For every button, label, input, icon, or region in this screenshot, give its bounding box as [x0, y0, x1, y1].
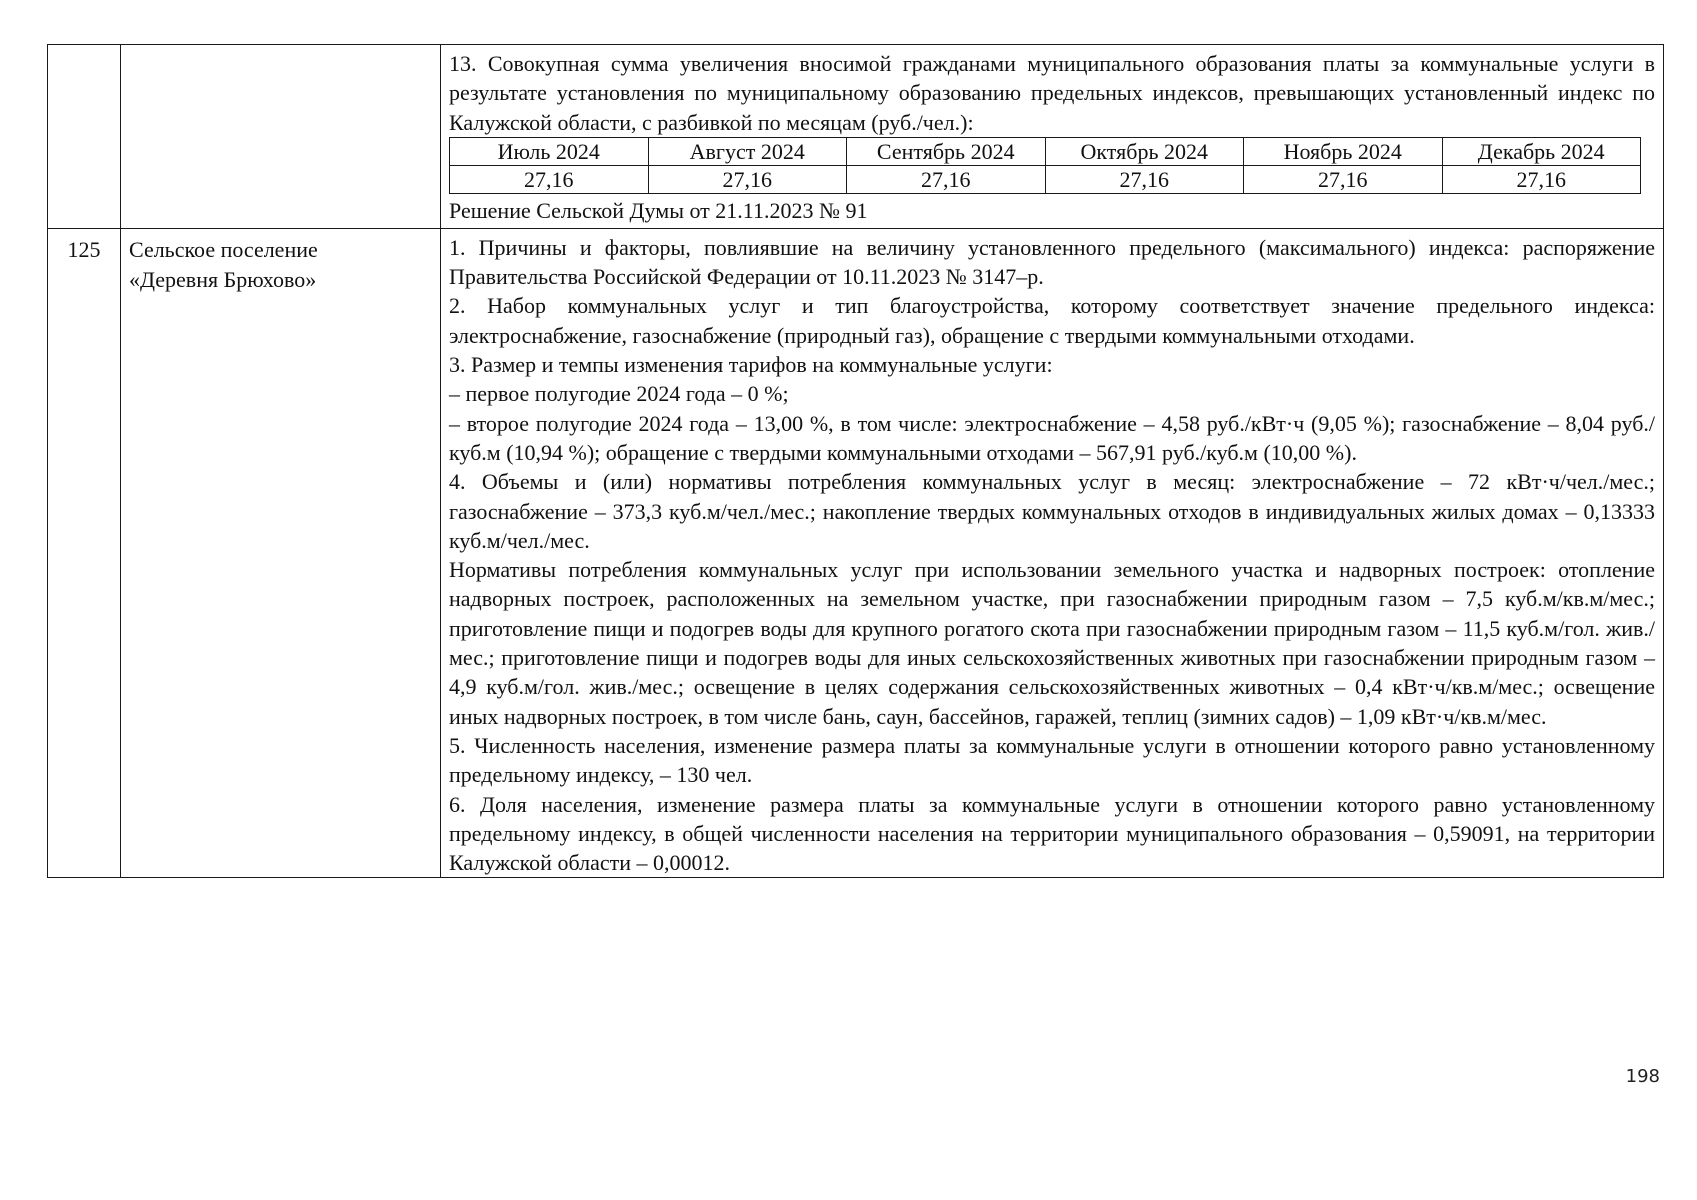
month-value: 27,16 — [648, 165, 847, 193]
item-3b-text: – второе полугодие 2024 года – 13,00 %, в том числе: электроснабжение – 4,58 руб./кВт·ч (9,05 %); газоснабжение – 8,04 руб./куб.м (10,94 %); обращение с твердыми коммунальными отходами – 567,91 руб./куб.м (10,00 %). — [449, 410, 1655, 465]
decision-reference: Решение Сельской Думы от 21.11.2023 № 91 — [449, 197, 868, 223]
months-values-row — [450, 165, 1641, 193]
month-value: 27,16 — [1045, 165, 1244, 193]
item-5-text: 5. Численность населения, изменение размера платы за коммунальные услуги в отношении которого равно установленному предельному индексу, – 130 чел. — [449, 732, 1655, 788]
number-cell-empty — [48, 45, 121, 229]
month-header: Август 2024 — [648, 137, 847, 165]
page-number: 198 — [1625, 1066, 1660, 1087]
item-4-text: 4. Объемы и (или) нормативы потребления коммунальных услуг в месяц: электроснабжение – 72 кВт·ч/чел./мес.; газоснабжение – 373,3 куб.м/чел./мес.; накопление твердых коммунальных отходов в индивидуальных жилых домах – 0,13333 куб.м/чел./мес. — [449, 469, 1655, 553]
item-1-text: 1. Причины и факторы, повлиявшие на величину установленного предельного (максимального) индекса: распоряжение Правительства Российской Федерации от 10.11.2023 № 3147–р. — [449, 234, 1655, 290]
municipality-name-line2: «Деревня Брюхово» — [129, 266, 317, 292]
month-header: Июль 2024 — [450, 137, 649, 165]
item-13-text: 13. Совокупная сумма увеличения вносимой гражданами муниципального образования платы за коммунальные услуги в результате установления по муниципальному образованию предельных индексов, превышающих установленный индекс по Калужской области, с разбивкой по месяцам (руб./чел.): — [449, 51, 1655, 135]
table-row-prev — [48, 45, 1664, 229]
month-value: 27,16 — [847, 165, 1046, 193]
month-header: Декабрь 2024 — [1442, 137, 1641, 165]
monthly-increase-table — [449, 137, 1641, 194]
item-2-text: 2. Набор коммунальных услуг и тип благоустройства, которому соответствует значение предельного индекса: электроснабжение, газоснабжение (природный газ), обращение с твердыми коммунальными отходами. — [449, 293, 1655, 348]
item-4b-text: Нормативы потребления коммунальных услуг при использовании земельного участка и надворных построек: отопление надворных построек, расположенных на земельном участке, при газоснабжении природным газом – 7,5 куб.м/кв.м/мес.; приготовление пищи и подогрев воды для крупного рогатого скота при газоснабжении природным газом – 11,5 куб.м/гол. жив./мес.; приготовление пищи и подогрев воды для иных сельскохозяйственных животных при газоснабжении природным газом – 4,9 куб.м/гол. жив./мес.; освещение в целях содержания сельскохозяйственных животных – 0,4 кВт·ч/кв.м/мес.; освещение иных надворных построек, в том числе бань, саун, бассейнов, гаражей, теплиц (зимних садов) – 1,09 кВт·ч/кв.м/мес. — [449, 557, 1655, 729]
row-number: 125 — [48, 228, 121, 878]
item-3-text: 3. Размер и темпы изменения тарифов на коммунальные услуги: — [449, 352, 1053, 378]
month-value: 27,16 — [450, 165, 649, 193]
months-header-row — [450, 137, 1641, 165]
month-value: 27,16 — [1244, 165, 1443, 193]
content-cell-prev — [441, 45, 1664, 229]
table-row-125 — [48, 228, 1664, 878]
item-6-text: 6. Доля населения, изменение размера платы за коммунальные услуги в отношении которого равно установленному предельному индексу, в общей численности населения на территории муниципального образования – 0,59091, на территории Калужской области – 0,00012. — [449, 791, 1655, 876]
month-value: 27,16 — [1442, 165, 1641, 193]
month-header: Октябрь 2024 — [1045, 137, 1244, 165]
municipality-name-line1: Сельское поселение — [129, 236, 318, 262]
content-cell-125 — [441, 228, 1664, 878]
municipality-name — [121, 228, 441, 878]
document-table — [47, 44, 1664, 878]
item-3a-text: – первое полугодие 2024 года – 0 %; — [449, 381, 789, 407]
month-header: Ноябрь 2024 — [1244, 137, 1443, 165]
name-cell-empty — [121, 45, 441, 229]
month-header: Сентябрь 2024 — [847, 137, 1046, 165]
